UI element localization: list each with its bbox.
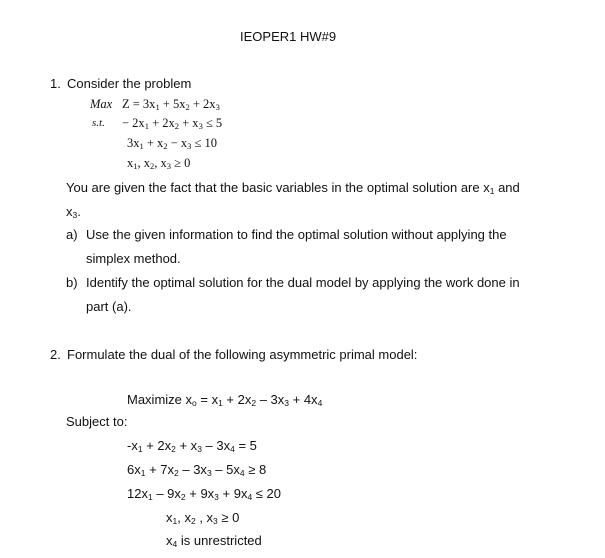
nonnegativity-constraint: $x_1$, $x_2$, $x_3 \ge 0$ xyxy=(127,156,191,171)
part-a-line-1: Use the given information to find the optimal solution without applying the xyxy=(86,227,507,242)
primal-objective: Maximize $x_o = x_1 + 2x_2 - 3x_3 + 4x_4$ xyxy=(127,392,323,408)
constraint-1: − $2x_1 + 2x_2 + x_3 \le 5$ xyxy=(122,116,223,131)
problem-2-number: 2. xyxy=(50,347,61,362)
unrestricted-variable-note: $x_4$ is unrestricted xyxy=(166,533,262,549)
problem-1-number: 1. xyxy=(50,76,61,91)
primal-constraint-1: $-x_1 + 2x_2 + x_3 - 3x_4 = 5$ xyxy=(127,438,257,454)
part-b-line-2: part (a). xyxy=(86,299,132,314)
part-a-label: a) xyxy=(66,227,78,242)
part-b-line-1: Identify the optimal solution for the dual model by applying the work done in xyxy=(86,275,520,290)
st-label: s.t. xyxy=(92,117,105,129)
problem-1-intro: Consider the problem xyxy=(67,76,192,91)
page-title: IEOPER1 HW#9 xyxy=(240,29,337,44)
part-a-line-2: simplex method. xyxy=(86,251,181,266)
problem-2-intro: Formulate the dual of the following asymmetric primal model: xyxy=(67,347,418,362)
primal-constraint-3: $12x_1 - 9x_2 + 9x_3 + 9x_4 \le 20$ xyxy=(127,486,282,502)
primal-constraint-2: $6x_1 + 7x_2 - 3x_3 - 5x_4 \ge 8$ xyxy=(127,462,267,478)
given-fact-line-2: $x_3$. xyxy=(66,204,81,220)
subject-to-label: Subject to: xyxy=(66,414,128,429)
primal-nonnegativity: $x_1$, $x_2$ , $x_3 \ge 0$ xyxy=(166,510,240,526)
given-fact-line-1: You are given the fact that the basic variables in the optimal solution are $x_1$ and xyxy=(66,180,520,196)
max-label: Max xyxy=(90,97,113,111)
part-b-label: b) xyxy=(66,275,78,290)
constraint-2: $3x_1 + x_2 - x_3 \le 10$ xyxy=(127,136,217,151)
objective-function: $Z = 3x_1 + 5x_2 + 2x_3$ xyxy=(122,97,220,112)
